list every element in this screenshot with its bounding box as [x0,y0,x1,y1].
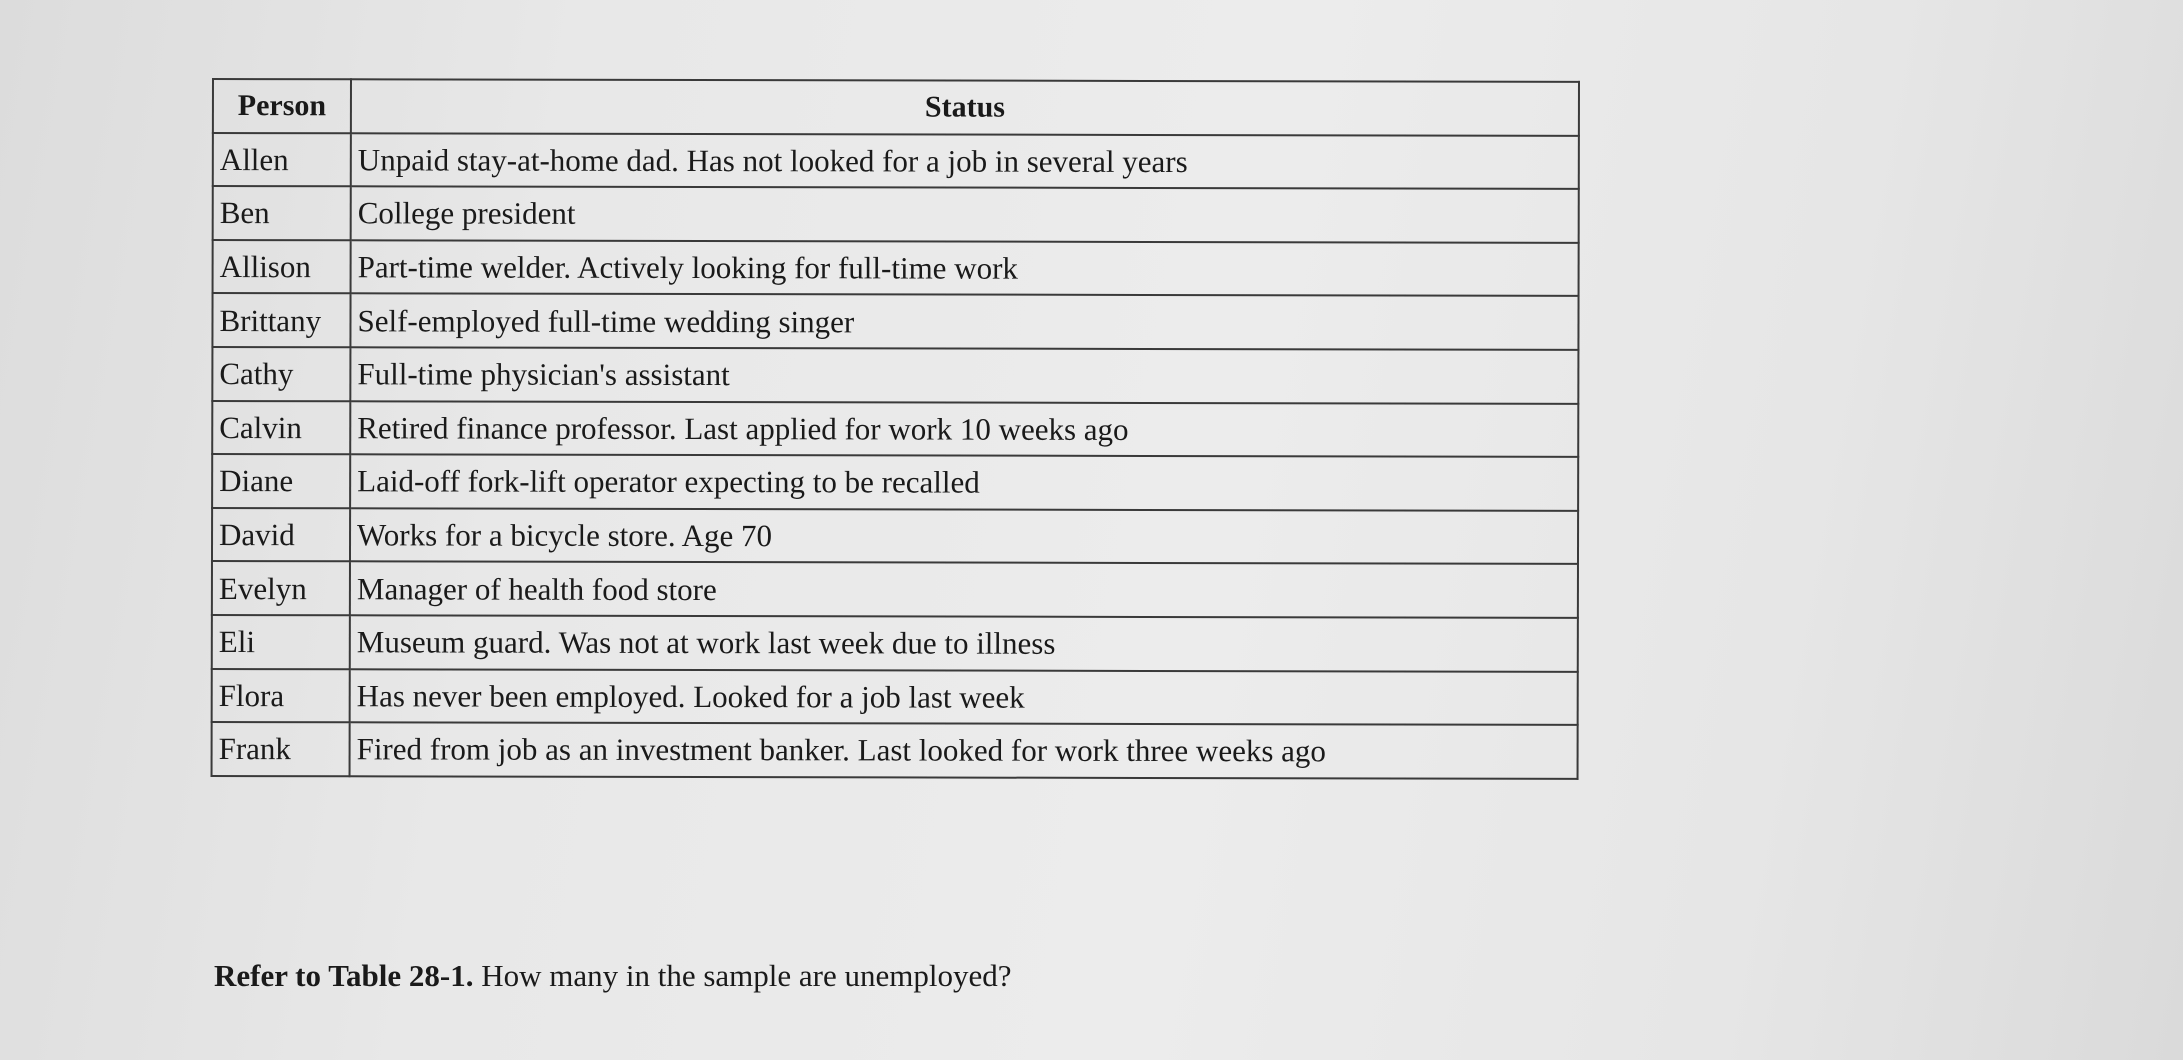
person-name-cell: Eli [212,615,350,669]
person-name-cell: Ben [213,186,351,240]
question-reference: Refer to Table 28-1. [214,958,474,993]
table-row [213,186,1579,242]
table-row [212,722,1578,778]
table-row [212,454,1578,510]
table-row [213,240,1579,296]
status-column-header: Status [351,79,1579,135]
status-description-cell: Works for a bicycle store. Age 70 [350,508,1578,564]
person-name-cell: Evelyn [212,561,350,615]
person-name-cell: Allison [213,240,351,294]
person-name-cell: Allen [213,133,351,187]
question-body: How many in the sample are unemployed? [473,958,1012,993]
person-name-cell: Brittany [212,293,350,347]
table-header-row [213,79,1579,135]
status-description-cell: Part-time welder. Actively looking for full-time work [351,240,1579,296]
status-description-cell: Fired from job as an investment banker. Last looked for work three weeks ago [350,722,1578,778]
person-name-cell: Calvin [212,401,350,455]
person-name-cell: Flora [212,669,350,723]
status-description-cell: Self-employed full-time wedding singer [350,294,1578,350]
status-description-cell: Retired finance professor. Last applied for work 10 weeks ago [350,401,1578,457]
table-row [212,347,1578,403]
person-name-cell: David [212,508,350,562]
table-row [212,669,1578,725]
status-description-cell: Laid-off fork-lift operator expecting to be recalled [350,454,1578,510]
status-description-cell: College president [351,186,1579,242]
table-body [212,133,1579,779]
status-description-cell: Museum guard. Was not at work last week due to illness [350,615,1578,671]
person-name-cell: Frank [212,722,350,776]
person-name-cell: Cathy [212,347,350,401]
status-description-cell: Manager of health food store [350,562,1578,618]
person-column-header: Person [213,79,351,133]
status-description-cell: Has never been employed. Looked for a job last week [350,669,1578,725]
table-row [212,293,1578,349]
question-text [214,958,1012,994]
table-row [212,508,1578,564]
table-row [212,401,1578,457]
status-description-cell: Full-time physician's assistant [350,347,1578,403]
table-row [212,561,1578,617]
employment-status-table [211,78,1580,780]
status-description-cell: Unpaid stay-at-home dad. Has not looked for a job in several years [351,133,1579,189]
person-name-cell: Diane [212,454,350,508]
table-row [212,615,1578,671]
table-row [213,133,1579,189]
